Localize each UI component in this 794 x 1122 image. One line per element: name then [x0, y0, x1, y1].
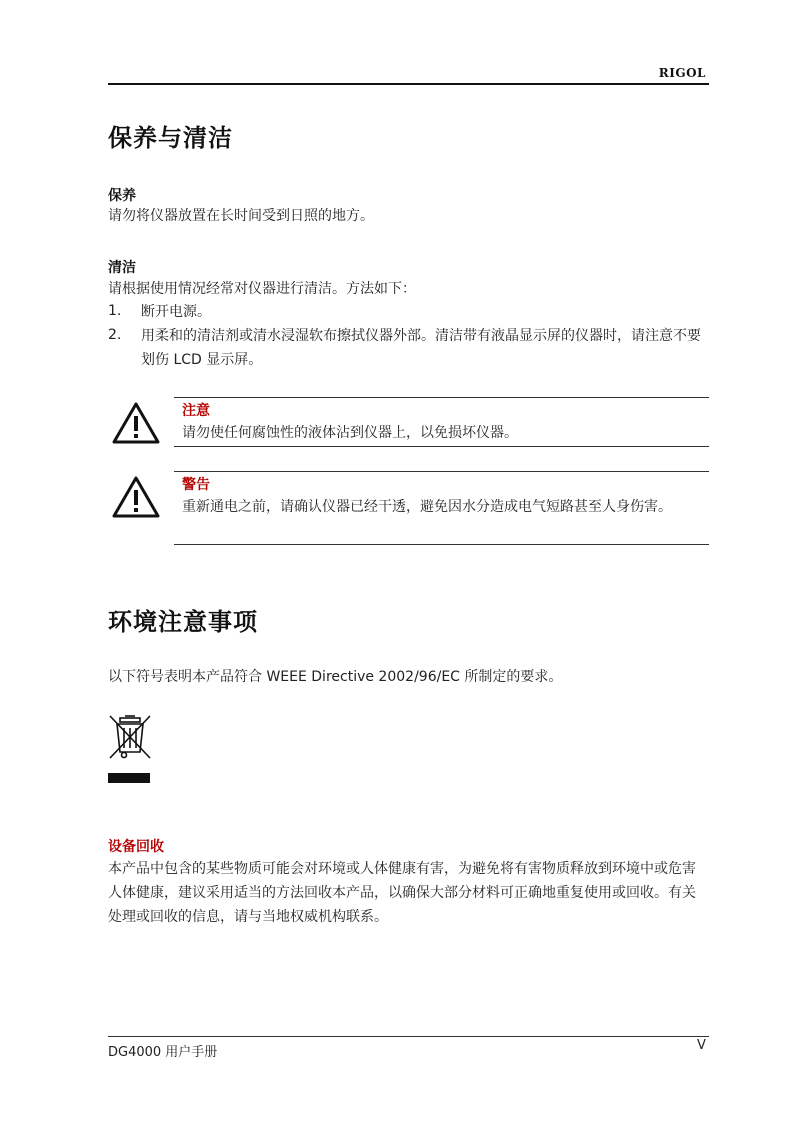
warning-title: 警告: [182, 477, 210, 493]
step-number: 1.: [108, 303, 122, 319]
warning-text: 重新通电之前，请确认仪器已经干透，避免因水分造成电气短路甚至人身伤害。: [182, 499, 672, 515]
cleaning-heading: 清洁: [108, 260, 136, 276]
section-title-maintenance: 保养与清洁: [108, 124, 233, 152]
caution-text: 请勿使任何腐蚀性的液体沾到仪器上，以免损坏仪器。: [182, 425, 518, 441]
recycle-text: 本产品中包含的某些物质可能会对环境或人体健康有害，为避免将有害物质释放到环境中或危害人体健康，建议采用适当的方法回收本产品，以确保大部分材料可正确地重复使用或回收。有关处理或回收的信息，请与当地权威机构联系。: [108, 861, 696, 925]
weee-bin-icon: [108, 714, 152, 786]
step-text: 断开电源。: [141, 304, 211, 320]
caution-triangle-icon: [112, 402, 160, 444]
footer-page-number: V: [697, 1038, 706, 1053]
step-number: 2.: [108, 327, 122, 343]
footer-manual-title: DG4000 用户手册: [108, 1045, 218, 1060]
header-rule: [108, 83, 709, 85]
maintenance-text: 请勿将仪器放置在长时间受到日照的地方。: [108, 208, 374, 224]
caution-title: 注意: [182, 403, 210, 419]
caution-box: [174, 397, 709, 447]
footer-rule: [108, 1036, 709, 1037]
header-brand: RIGOL: [658, 66, 706, 80]
step-text: 用柔和的清洁剂或清水浸湿软布擦拭仪器外部。清洁带有液晶显示屏的仪器时，请注意不要划伤 LCD 显示屏。: [141, 328, 701, 368]
maintenance-heading: 保养: [108, 188, 136, 204]
cleaning-intro: 请根据使用情况经常对仪器进行清洁。方法如下：: [108, 281, 416, 297]
section-title-environment: 环境注意事项: [108, 608, 258, 636]
warning-box: [174, 471, 709, 545]
recycle-heading: 设备回收: [108, 839, 164, 855]
warning-triangle-icon: [112, 476, 160, 518]
weee-intro: 以下符号表明本产品符合 WEEE Directive 2002/96/EC 所制定的要求。: [108, 669, 563, 685]
